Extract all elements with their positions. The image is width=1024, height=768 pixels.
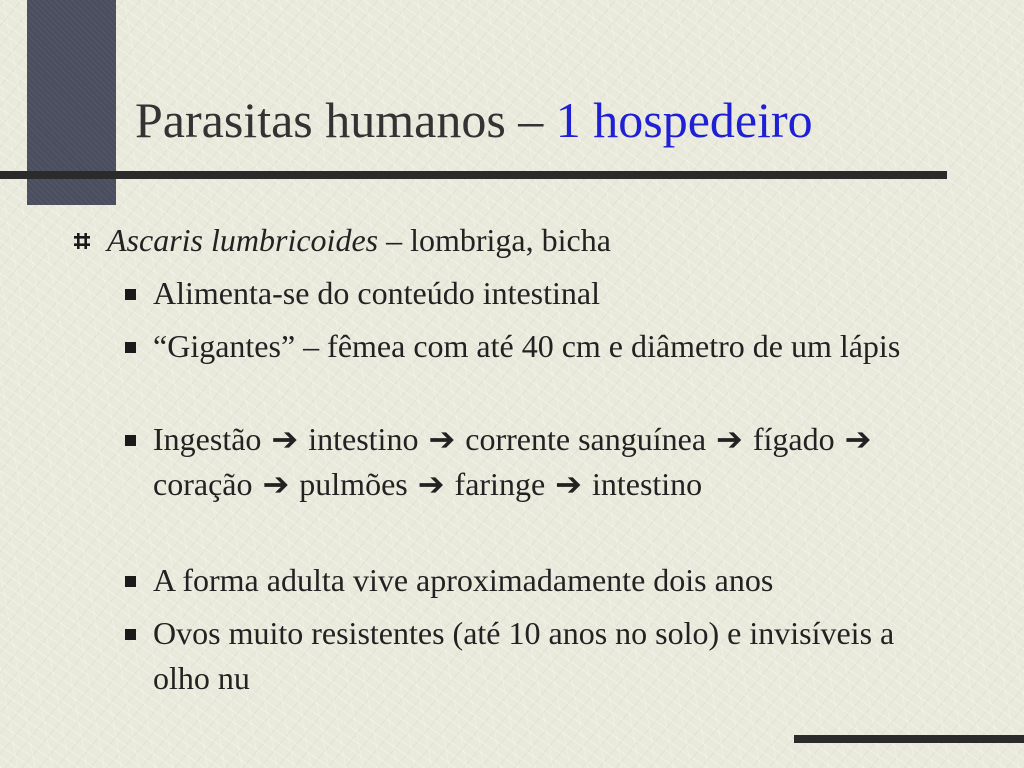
title-prefix: Parasitas humanos –: [135, 92, 556, 148]
step-label: pulmões: [299, 466, 408, 502]
arrow-right-icon: ➔: [417, 466, 445, 502]
arrow-right-icon: ➔: [716, 421, 743, 457]
arrow-right-icon: ➔: [844, 421, 872, 457]
sub-bullet-3: [153, 417, 893, 507]
square-bullet-icon: [125, 342, 136, 353]
arrow-right-icon: ➔: [262, 466, 290, 502]
step-label: coração: [153, 466, 253, 502]
step-label: corrente sanguínea: [465, 421, 707, 457]
step-label: intestino: [591, 466, 703, 502]
species-name: Ascaris lumbricoides: [107, 222, 379, 258]
arrow-right-icon: ➔: [271, 421, 299, 457]
sub-bullet-5: Ovos muito resistentes (até 10 anos no solo) e invisíveis a olho nu: [153, 615, 895, 696]
square-bullet-icon: [125, 629, 136, 640]
arrow-right-icon: ➔: [428, 421, 456, 457]
sub-bullet-2: “Gigantes” – fêmea com até 40 cm e diâmetro de um lápis: [153, 328, 901, 364]
step-label: Ingestão: [153, 421, 262, 457]
square-bullet-icon: [125, 435, 136, 446]
hash-bullet-icon: [73, 232, 91, 250]
species-common-names: – lombriga, bicha: [378, 222, 611, 258]
step-label: intestino: [308, 421, 419, 457]
main-bullet: [107, 221, 611, 259]
square-bullet-icon: [125, 576, 136, 587]
title-accent: 1 hospedeiro: [555, 92, 813, 148]
square-bullet-icon: [125, 289, 136, 300]
step-label: faringe: [454, 466, 546, 502]
sub-bullet-4: A forma adulta vive aproximadamente dois anos: [153, 562, 774, 598]
arrow-right-icon: ➔: [555, 466, 582, 502]
step-label: fígado: [752, 421, 835, 457]
sub-bullet-1: Alimenta-se do conteúdo intestinal: [153, 275, 600, 311]
